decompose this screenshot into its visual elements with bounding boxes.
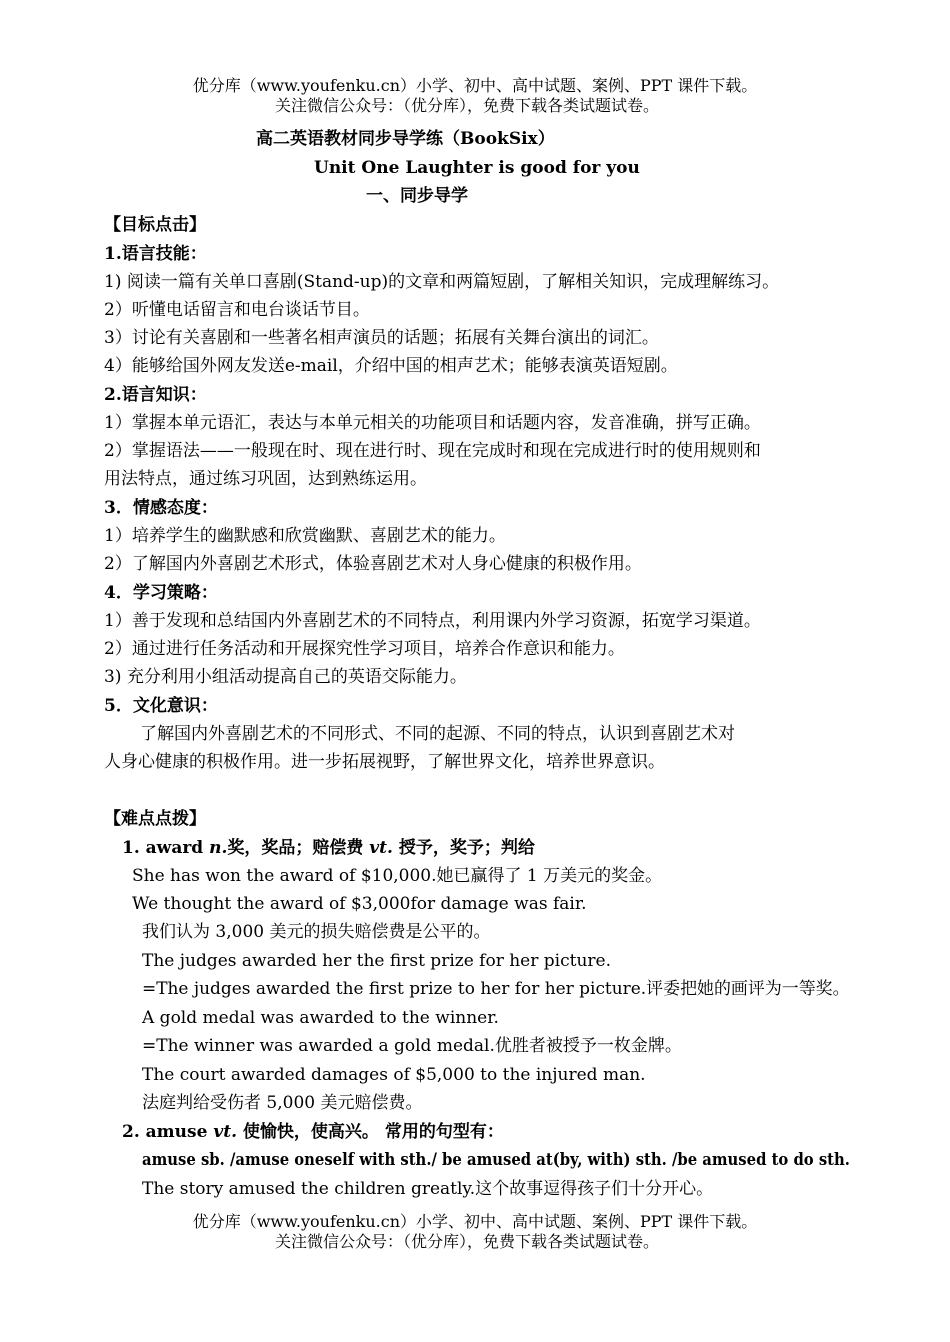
goal-4-item-2: 2）通过进行任务活动和开展探究性学习项目，培养合作意识和能力。	[104, 639, 625, 659]
unit-title: Unit One Laughter is good for you	[314, 158, 640, 178]
award-example-6: =The winner was awarded a gold medal.优胜者被授予一枚金牌。	[142, 1036, 682, 1056]
goal-4-item-3: 3) 充分利用小组活动提高自己的英语交际能力。	[104, 667, 467, 687]
goals-heading: 【目标点击】	[104, 215, 206, 235]
award-example-7-translation: 法庭判给受伤者 5,000 美元赔偿费。	[142, 1093, 423, 1113]
goal-4-item-1: 1）善于发现和总结国内外喜剧艺术的不同特点，利用课内外学习资源，拓宽学习渠道。	[104, 611, 761, 631]
goal-5-heading: 5．文化意识：	[104, 696, 218, 716]
goal-2-heading: 2.语言知识：	[104, 385, 207, 405]
goal-5-text-1: 了解国内外喜剧艺术的不同形式、不同的起源、不同的特点，认识到喜剧艺术对	[140, 724, 735, 744]
header-line-1: 优分库（www.youfenku.cn）小学、初中、高中试题、案例、PPT 课件下载。	[192, 76, 758, 95]
header-line-2: 关注微信公众号：（优分库），免费下载各类试题试卷。	[274, 96, 659, 115]
amuse-example-1: The story amused the children greatly.这个故事逗得孩子们十分开心。	[142, 1179, 714, 1199]
award-example-4: =The judges awarded the first prize to her for her picture.评委把她的画评为一等奖。	[142, 979, 850, 999]
award-example-2-translation: 我们认为 3,000 美元的损失赔偿费是公平的。	[142, 922, 491, 942]
goal-4-heading: 4．学习策略：	[104, 583, 218, 603]
page-header	[0, 76, 950, 116]
award-example-1: She has won the award of $10,000.她已赢得了 1 万美元的奖金。	[132, 866, 663, 886]
goal-1-item-2: 2）听懂电话留言和电台谈话节目。	[104, 300, 370, 320]
goal-2-item-2a: 2）掌握语法——一般现在时、现在进行时、现在完成时和现在完成进行时的使用规则和	[104, 441, 761, 461]
goal-5-text-2: 人身心健康的积极作用。进一步拓展视野，了解世界文化，培养世界意识。	[104, 752, 665, 772]
difficult-points-heading: 【难点点拨】	[104, 809, 206, 829]
entry-award-def-verb: 授予，奖予；判给	[392, 838, 535, 858]
goal-3-item-2: 2）了解国内外喜剧艺术形式，体验喜剧艺术对人身心健康的积极作用。	[104, 554, 642, 574]
goal-2-item-1: 1）掌握本单元语汇，表达与本单元相关的功能项目和话题内容，发音准确，拼写正确。	[104, 413, 761, 433]
goal-3-item-1: 1）培养学生的幽默感和欣赏幽默、喜剧艺术的能力。	[104, 526, 506, 546]
footer-line-1: 优分库（www.youfenku.cn）小学、初中、高中试题、案例、PPT 课件下载。	[192, 1212, 758, 1231]
entry-amuse-def: 使愉快，使高兴。 常用的句型有：	[237, 1122, 504, 1142]
goal-3-heading: 3．情感态度：	[104, 498, 218, 518]
doc-title: 高二英语教材同步导学练（BookSix）	[256, 129, 555, 149]
entry-award-pos-verb: vt.	[369, 838, 393, 858]
entry-award-pos-noun: n.	[209, 838, 228, 858]
goal-2-item-2b: 用法特点，通过练习巩固，达到熟练运用。	[104, 469, 427, 489]
goal-1-heading: 1.语言技能：	[104, 244, 207, 264]
entry-award-word: 1. award	[122, 838, 210, 858]
award-example-2: We thought the award of $3,000for damage was fair.	[132, 894, 587, 914]
footer-line-2: 关注微信公众号：（优分库），免费下载各类试题试卷。	[274, 1232, 659, 1251]
page-footer	[0, 1212, 950, 1252]
award-example-3: The judges awarded her the first prize for her picture.	[142, 951, 611, 971]
award-example-7: The court awarded damages of $5,000 to the injured man.	[142, 1065, 646, 1085]
entry-amuse-word: 2. amuse	[122, 1122, 214, 1142]
entry-amuse-pos: vt.	[213, 1122, 237, 1142]
goal-1-item-4: 4）能够给国外网友发送e-mail，介绍中国的相声艺术；能够表演英语短剧。	[104, 356, 678, 376]
section-heading: 一、同步导学	[366, 186, 468, 206]
goal-1-item-1: 1) 阅读一篇有关单口喜剧(Stand-up)的文章和两篇短剧，了解相关知识，完成理解练习。	[104, 272, 780, 292]
award-example-5: A gold medal was awarded to the winner.	[142, 1008, 499, 1028]
entry-award-def-noun: 奖，奖品；赔偿费	[227, 838, 370, 858]
entry-award-heading	[122, 837, 535, 859]
entry-amuse-heading	[122, 1121, 504, 1143]
amuse-patterns: amuse sb. /amuse oneself with sth./ be amused at(by, with) sth. /be amused to do sth.	[142, 1150, 850, 1170]
goal-1-item-3: 3）讨论有关喜剧和一些著名相声演员的话题；拓展有关舞台演出的词汇。	[104, 328, 659, 348]
